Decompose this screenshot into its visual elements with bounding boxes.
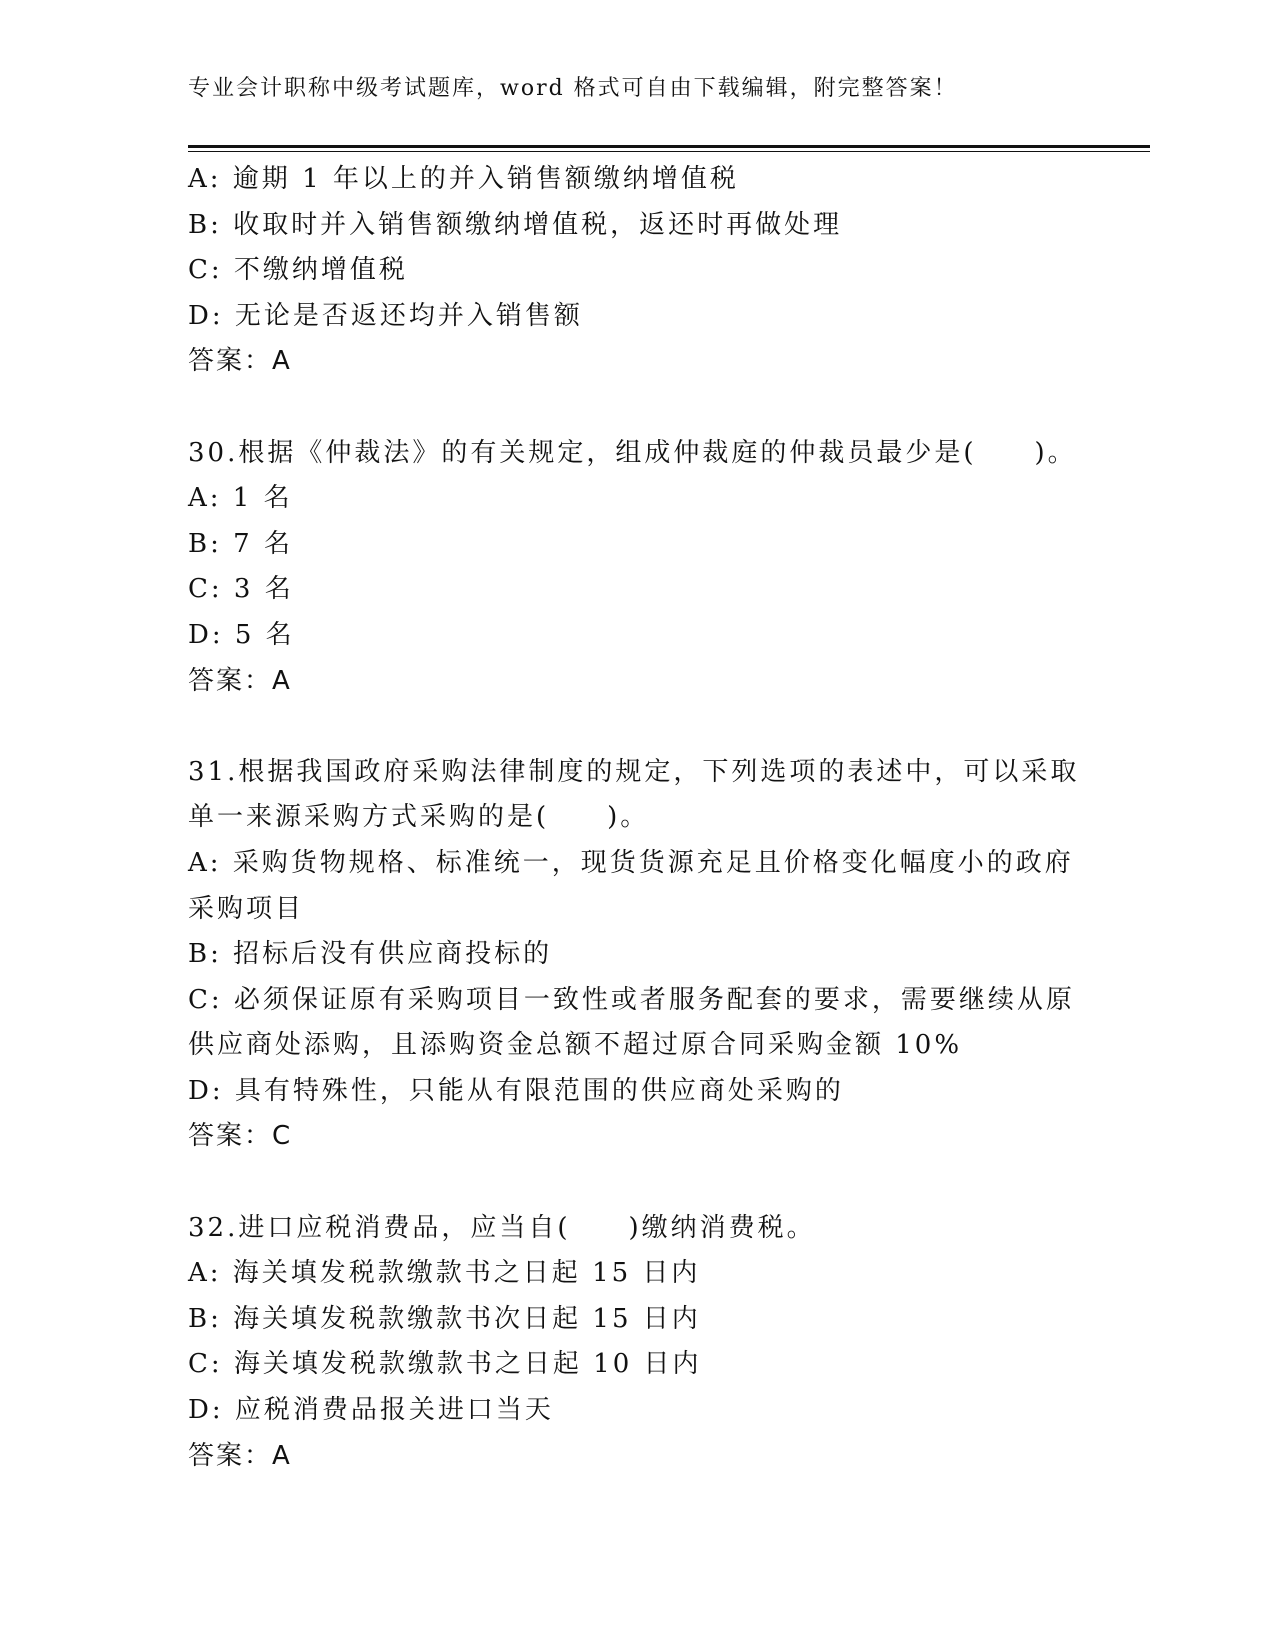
spacer bbox=[188, 704, 1088, 750]
option-a-continued: 采购项目 bbox=[188, 893, 305, 924]
option-b: B: 收取时并入销售额缴纳增值税，返还时再做处理 bbox=[188, 209, 843, 240]
option-a: A: 采购货物规格、标准统一，现货货源充足且价格变化幅度小的政府 bbox=[188, 847, 1074, 878]
question-text-continued: 单一来源采购方式采购的是( )。 bbox=[188, 802, 650, 833]
answer-line: 答案：A bbox=[188, 346, 292, 377]
question-text: 30.根据《仲裁法》的有关规定，组成仲裁庭的仲裁员最少是( )。 bbox=[188, 437, 1077, 468]
option-c: C: 3 名 bbox=[188, 574, 294, 605]
question-29 bbox=[188, 157, 1088, 385]
question-text: 31.根据我国政府采购法律制度的规定，下列选项的表述中，可以采取 bbox=[188, 756, 1080, 787]
spacer bbox=[188, 1160, 1088, 1206]
option-a: A: 1 名 bbox=[188, 483, 293, 514]
answer-line: 答案：A bbox=[188, 665, 292, 696]
option-b: B: 招标后没有供应商投标的 bbox=[188, 939, 553, 970]
question-31 bbox=[188, 750, 1088, 1160]
question-30 bbox=[188, 431, 1088, 705]
option-c: C: 必须保证原有采购项目一致性或者服务配套的要求，需要继续从原 bbox=[188, 984, 1075, 1015]
answer-line: 答案：C bbox=[188, 1121, 293, 1152]
option-a: A: 逾期 1 年以上的并入销售额缴纳增值税 bbox=[188, 164, 739, 194]
question-text: 32.进口应税消费品，应当自( )缴纳消费税。 bbox=[188, 1212, 816, 1243]
answer-line: 答案：A bbox=[188, 1440, 292, 1471]
header-rule-thick bbox=[188, 145, 1150, 148]
question-32 bbox=[188, 1206, 1088, 1480]
option-c: C: 不缴纳增值税 bbox=[188, 255, 408, 286]
page-header: 专业会计职称中级考试题库，word 格式可自由下载编辑，附完整答案！ bbox=[188, 76, 958, 101]
option-b: B: 7 名 bbox=[188, 528, 293, 559]
option-d: D: 5 名 bbox=[188, 619, 295, 650]
option-d: D: 具有特殊性，只能从有限范围的供应商处采购的 bbox=[188, 1075, 844, 1106]
option-a: A: 海关填发税款缴款书之日起 15 日内 bbox=[188, 1258, 701, 1289]
option-b: B: 海关填发税款缴款书次日起 15 日内 bbox=[188, 1303, 701, 1334]
header-rule-thin bbox=[188, 151, 1150, 152]
option-c: C: 海关填发税款缴款书之日起 10 日内 bbox=[188, 1349, 702, 1380]
option-d: D: 无论是否返还均并入销售额 bbox=[188, 300, 583, 331]
spacer bbox=[188, 385, 1088, 431]
option-d: D: 应税消费品报关进口当天 bbox=[188, 1395, 554, 1426]
question-content bbox=[188, 157, 1088, 1479]
option-c-continued: 供应商处添购，且添购资金总额不超过原合同采购金额 10% bbox=[188, 1030, 963, 1061]
